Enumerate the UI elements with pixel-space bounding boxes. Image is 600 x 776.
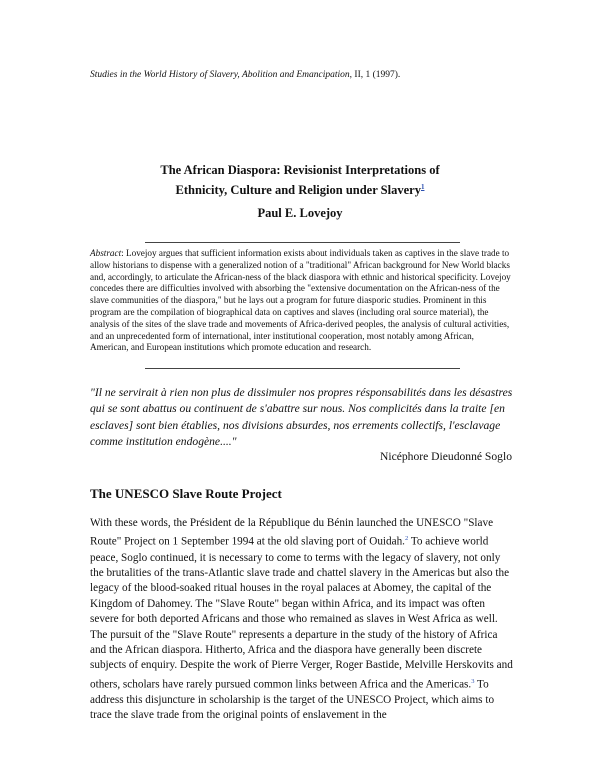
- paragraph-2-part-a: The pursuit of the "Slave Route" represents a departure in the study of the history of Africa and the African diaspora. Hitherto, Africa and the diaspora have generally been discrete subjects of enquiry. Despite the work of Pierre Verger, Roger Bastide, Melville Herskovits and others, scholars have rarely pursued common links between Africa and the Americas.: [90, 628, 513, 691]
- title-line-2-text: Ethnicity, Culture and Religion under Slavery: [175, 183, 421, 198]
- abstract-text: : Lovejoy argues that sufficient information exists about individuals taken as captives in the slave trade to allow historians to dispense with a generalized notion of a "traditional" African background for New World blacks and, accordingly, to articulate the African-ness of the black diaspora with ethnic and historical specificity. Lovejoy concedes there are difficulties involved with absorbing the "extensive documentation on the African-ness of the slave communities of the diaspora," but he lays out a program for future diasporic studies. Prominent in this program are the compilation of biographical data on captives and slaves (including oral source material), the analysis of the sites of the slave trade and movements of Africa-derived peoples, the analysis of cultural activities, and an unprecedented form of international, inter institutional cooperation, most notably among African, American, and European institutions which promote education and research.: [90, 248, 511, 353]
- title-line-1: The African Diaspora: Revisionist Interpretations of: [160, 163, 440, 177]
- epigraph-quote: "Il ne servirait à rien non plus de dissimuler nos propres résponsabilités dans les désastres qui se sont abattus ou continuent de s'abattre sur nous. Nos complicités dans la traite [en esclaves] sont bien établies, nos divisions absurdes, nos errements collectifs, l'esclavage comme institution endogène....": [90, 386, 513, 449]
- body-text: [90, 516, 515, 724]
- title-footnote-link[interactable]: 1: [420, 183, 425, 191]
- paragraph-1-part-b: To achieve world peace, Soglo continued, it is necessary to come to terms with the legacy of slavery, not only the brutalities of the trans-Atlantic slave trade and chattel slavery in the Americas but also the legacy of the blood-soaked ritual houses in the royal palaces at Abomey, the capital of the Kingdom of Dahomey. The "Slave Route" began within Africa, and its impact was often severe for both deported Africans and those who remained as slaves in West Africa as well.: [90, 536, 510, 626]
- footnote-link-3[interactable]: 3: [471, 677, 475, 685]
- journal-series-title: Studies in the World History of Slavery, Abolition and Emancipation: [90, 70, 350, 80]
- abstract-label: Abstract: [90, 248, 122, 258]
- epigraph-attribution: Nicéphore Dieudonné Soglo: [379, 450, 512, 463]
- title-line-2: [90, 179, 510, 199]
- author-name: Paul E. Lovejoy: [257, 206, 343, 220]
- abstract-bottom-divider: [145, 368, 460, 369]
- paragraph-1-part-a: With these words, the Président de la République du Bénin launched the UNESCO "Slave Route" Project on 1 September 1994 at the old slaving port of Ouidah.: [90, 517, 494, 549]
- article-title: [90, 162, 510, 199]
- paragraph-2: [90, 628, 515, 724]
- footnote-link-2[interactable]: 2: [404, 535, 409, 543]
- section-heading: The UNESCO Slave Route Project: [90, 486, 282, 501]
- abstract: [90, 248, 512, 354]
- journal-issue: , II, 1 (1997).: [349, 70, 401, 80]
- abstract-top-divider: [145, 242, 460, 243]
- paragraph-2-part-b: To address this disjuncture in scholarship is the target of the UNESCO Project, which aims to trace the slave trade from the original points of enslavement in the: [90, 678, 495, 722]
- paragraph-1: [90, 516, 515, 628]
- journal-citation: [90, 70, 400, 80]
